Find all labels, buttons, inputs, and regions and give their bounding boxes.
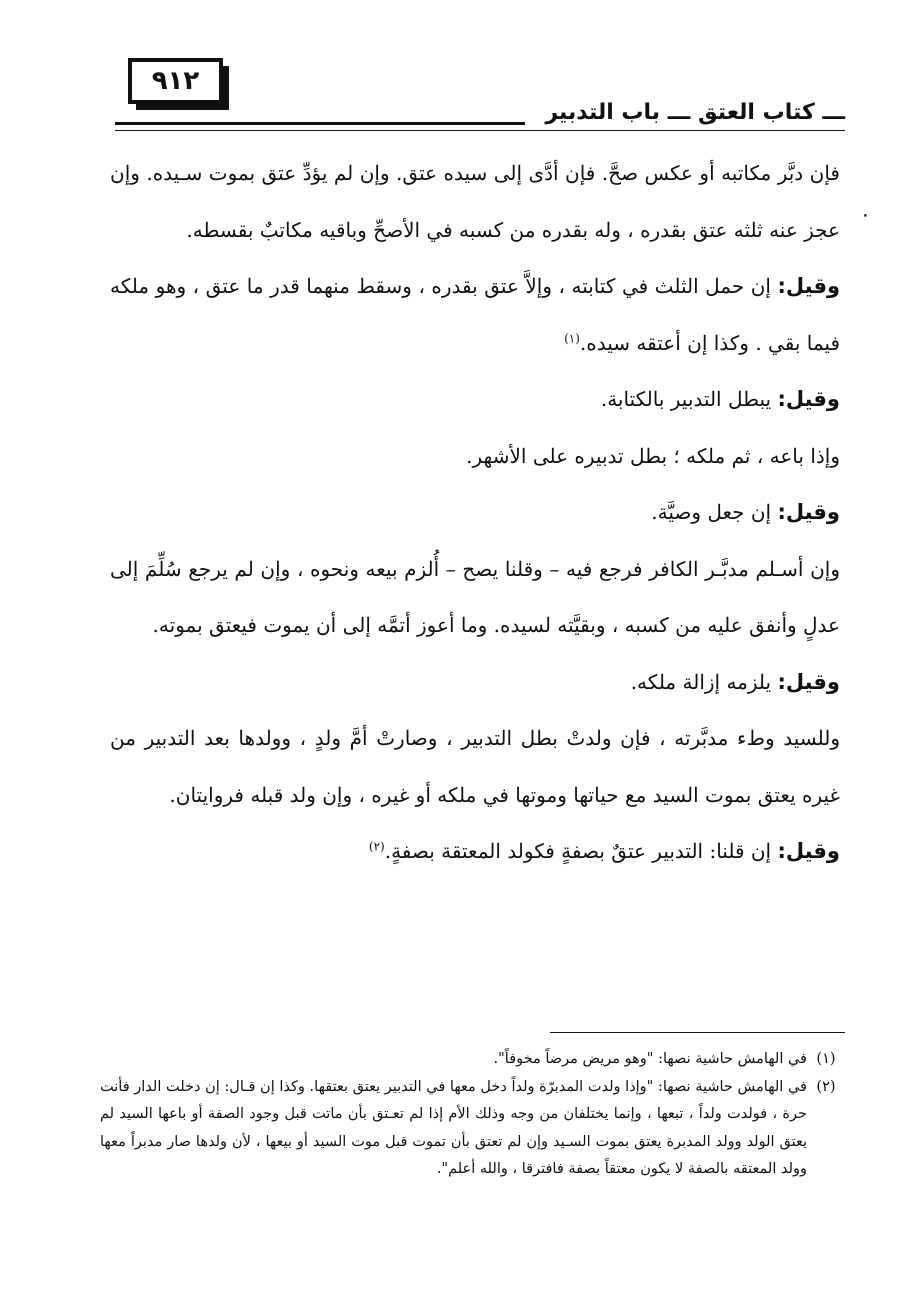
paragraph (110, 484, 840, 541)
paragraph-lead: وقيل: (777, 500, 840, 524)
paragraph (110, 371, 840, 428)
paragraph (110, 654, 840, 711)
header-rule-thick (115, 122, 525, 125)
header-rule (115, 130, 845, 131)
footnotes (100, 1046, 845, 1184)
footnote-text: في الهامش حاشية نصها: "وإذا ولدت المدبرّة ولداً دخل معها في التدبير يعتق بعتقها. وكذا إن قـال: إن دخلت الدار فأنت حرة ، فولدت ولداً ، تبعها ، وإنما يختلفان من وجه وذلك الأم إذا لم تعـتق بأن ماتت قبل وجود الصفة أو باعها السيد لم يعتق الولد وولد المدبرة يعتق بموت السـيد وإن لم تعتق بأن تموت قبل موت السيد أو بيعها ، لأن ولدها صار مدبراً معها وولد المعتقه بالصفة لا يكون معتقاً بصفة فافترقا ، والله أعلم". (100, 1078, 807, 1177)
footnote (100, 1046, 845, 1074)
running-header (115, 100, 845, 132)
paragraph: وإن أسـلم مدبَّـر الكافر فرجع فيه – وقلنا يصح – أُلزم بيعه ونحوه ، وإن لم يرجع سُلِّمَ إلى عدلٍ وأنفق عليه من كسبه ، وبقيَّته لسيده. وما أعوز أتمَّه إلى أن يموت فيعتق بموته. (110, 556, 840, 637)
paragraph (110, 823, 840, 880)
running-title: ـــ كتاب العتق ـــ باب التدبير (545, 100, 845, 125)
paragraph-text: يبطل التدبير بالكتابة. (600, 387, 772, 411)
margin-mark: ٠ (860, 202, 871, 226)
main-text (110, 145, 840, 880)
paragraph: فإن دبَّر مكاتبه أو عكس صحَّ. فإن أدَّى إلى سيده عتق. وإن لم يؤدِّ عتق بموت سـيده. وإن عجز عنه ثلثه عتق بقدره ، وله بقدره من كسبه في الأصحِّ وباقيه مكاتبٌ بقسطه. (110, 161, 840, 242)
paragraph (110, 258, 840, 371)
paragraph: وإذا باعه ، ثم ملكه ؛ بطل تدبيره على الأشهر. (466, 443, 840, 468)
footnote (100, 1074, 845, 1184)
paragraph-text: إن قلنا: التدبير عتقٌ بصفةٍ فكولد المعتقة بصفةٍ. (384, 839, 772, 863)
paragraph-lead: وقيل: (777, 274, 841, 298)
paragraph-text: إن حمل الثلث في كتابته ، وإلاَّ عتق بقدره ، وسقط منهما قدر ما عتق ، وهو ملكه فيما بقي . وكذا إن أعتقه سيده. (110, 274, 840, 355)
page-number-text: ٩١٢ (151, 66, 200, 96)
paragraph-lead: وقيل: (777, 839, 840, 863)
footnote-ref[interactable]: (١) (564, 330, 580, 345)
footnote-ref[interactable]: (٢) (368, 839, 385, 854)
paragraph: وللسيد وطء مدبَّرته ، فإن ولدتْ بطل التدبير ، وصارتْ أمَّ ولدٍ ، وولدها بعد التدبير من غيره يعتق بموت السيد مع حياتها وموتها في ملكه أو غيره ، وإن ولد قبله فروايتان. (110, 726, 840, 807)
page-number (128, 58, 223, 104)
footnote-separator (550, 1032, 845, 1033)
footnote-marker: (١) (816, 1051, 836, 1067)
paragraph-text: يلزمه إزالة ملكه. (630, 669, 772, 694)
paragraph-lead: وقيل: (777, 669, 840, 694)
paragraph-lead: وقيل: (777, 387, 840, 411)
paragraph-text: إن جعل وصيَّة. (651, 500, 772, 524)
footnote-text: في الهامش حاشية نصها: "وهو مريض مرضاً مخوفاً". (493, 1051, 807, 1067)
footnote-marker: (٢) (816, 1078, 836, 1095)
